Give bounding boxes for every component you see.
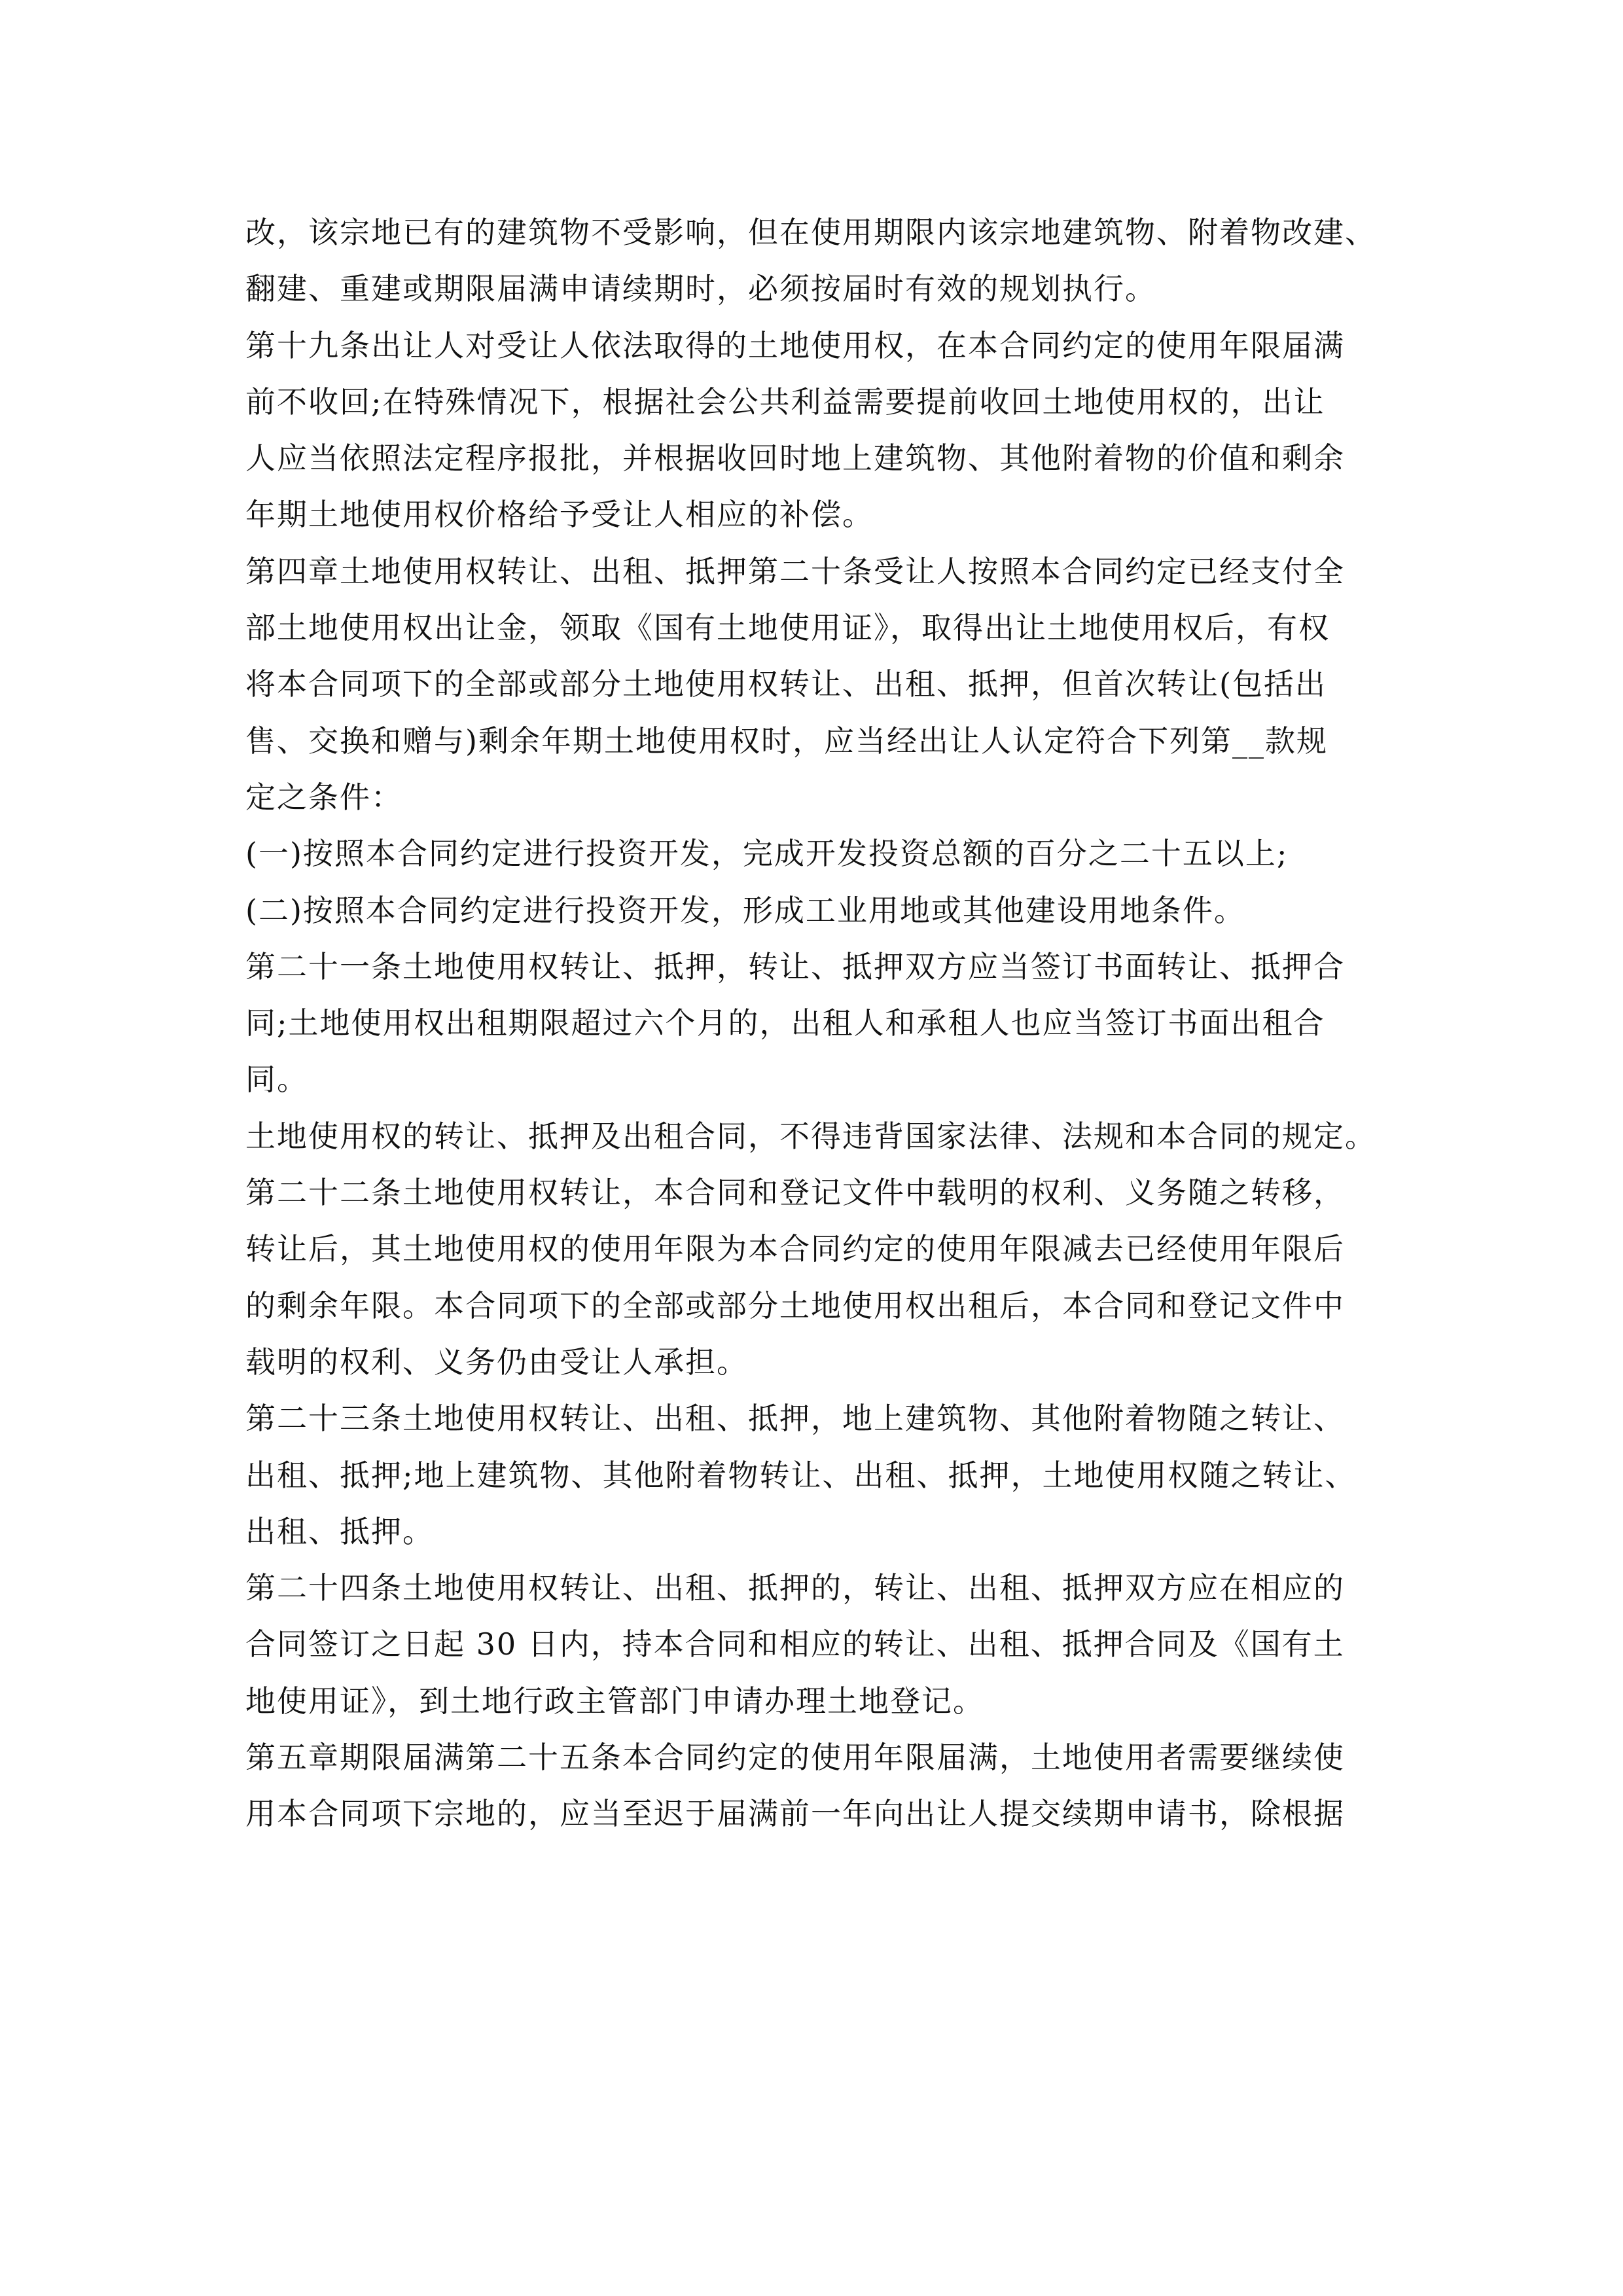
text-line: 年期土地使用权价格给予受让人相应的补偿。: [245, 497, 874, 533]
text-line: 出租、抵押;地上建筑物、其他附着物转让、出租、抵押，土地使用权随之转让、: [245, 1457, 1357, 1493]
text-line: 合同签订之日起 30 日内，持本合同和相应的转让、出租、抵押合同及《国有土: [245, 1626, 1345, 1662]
text-line: 载明的权利、义务仍由受让人承担。: [245, 1344, 748, 1380]
text-line: (一)按照本合同约定进行投资开发，完成开发投资总额的百分之二十五以上;: [245, 836, 1289, 872]
text-line: 第十九条出让人对受让人依法取得的土地使用权，在本合同约定的使用年限届满: [245, 327, 1345, 363]
text-line: 土地使用权的转让、抵押及出租合同，不得违背国家法律、法规和本合同的规定。: [245, 1118, 1376, 1154]
text-line: 售、交换和赠与)剩余年期土地使用权时，应当经出让人认定符合下列第__款规: [245, 723, 1328, 759]
text-line: 第二十一条土地使用权转让、抵押，转让、抵押双方应当签订书面转让、抵押合: [245, 948, 1345, 984]
text-line: 出租、抵押。: [245, 1513, 434, 1549]
text-line: 前不收回;在特殊情况下，根据社会公共利益需要提前收回土地使用权的，出让: [245, 384, 1325, 420]
text-line: (二)按照本合同约定进行投资开发，形成工业用地或其他建设用地条件。: [245, 892, 1245, 928]
text-line: 同。: [245, 1062, 308, 1098]
text-line: 第二十三条土地使用权转让、出租、抵押，地上建筑物、其他附着物随之转让、: [245, 1401, 1345, 1437]
text-line: 第二十二条土地使用权转让，本合同和登记文件中载明的权利、义务随之转移，: [245, 1175, 1345, 1211]
text-line: 同;土地使用权出租期限超过六个月的，出租人和承租人也应当签订书面出租合: [245, 1005, 1325, 1041]
text-line: 部土地使用权出让金，领取《国有土地使用证》，取得出让土地使用权后，有权: [245, 610, 1330, 646]
text-line: 地使用证》，到土地行政主管部门申请办理土地登记。: [245, 1683, 984, 1719]
text-line: 转让后，其土地使用权的使用年限为本合同约定的使用年限减去已经使用年限后: [245, 1231, 1345, 1267]
text-line: 第四章土地使用权转让、出租、抵押第二十条受让人按照本合同约定已经支付全: [245, 553, 1345, 589]
text-line: 翻建、重建或期限届满申请续期时，必须按届时有效的规划执行。: [245, 271, 1156, 307]
text-line: 人应当依照法定程序报批，并根据收回时地上建筑物、其他附着物的价值和剩余: [245, 440, 1345, 476]
text-line: 的剩余年限。本合同项下的全部或部分土地使用权出租后，本合同和登记文件中: [245, 1287, 1345, 1323]
document-body: [245, 204, 1423, 1842]
text-line: 第五章期限届满第二十五条本合同约定的使用年限届满，土地使用者需要继续使: [245, 1740, 1345, 1776]
text-line: 用本合同项下宗地的，应当至迟于届满前一年向出让人提交续期申请书，除根据: [245, 1796, 1345, 1832]
text-line: 第二十四条土地使用权转让、出租、抵押的，转让、出租、抵押双方应在相应的: [245, 1570, 1345, 1606]
text-line: 定之条件：: [245, 779, 402, 815]
text-line: 改，该宗地已有的建筑物不受影响，但在使用期限内该宗地建筑物、附着物改建、: [245, 215, 1376, 250]
text-line: 将本合同项下的全部或部分土地使用权转让、出租、抵押，但首次转让(包括出: [245, 666, 1327, 702]
